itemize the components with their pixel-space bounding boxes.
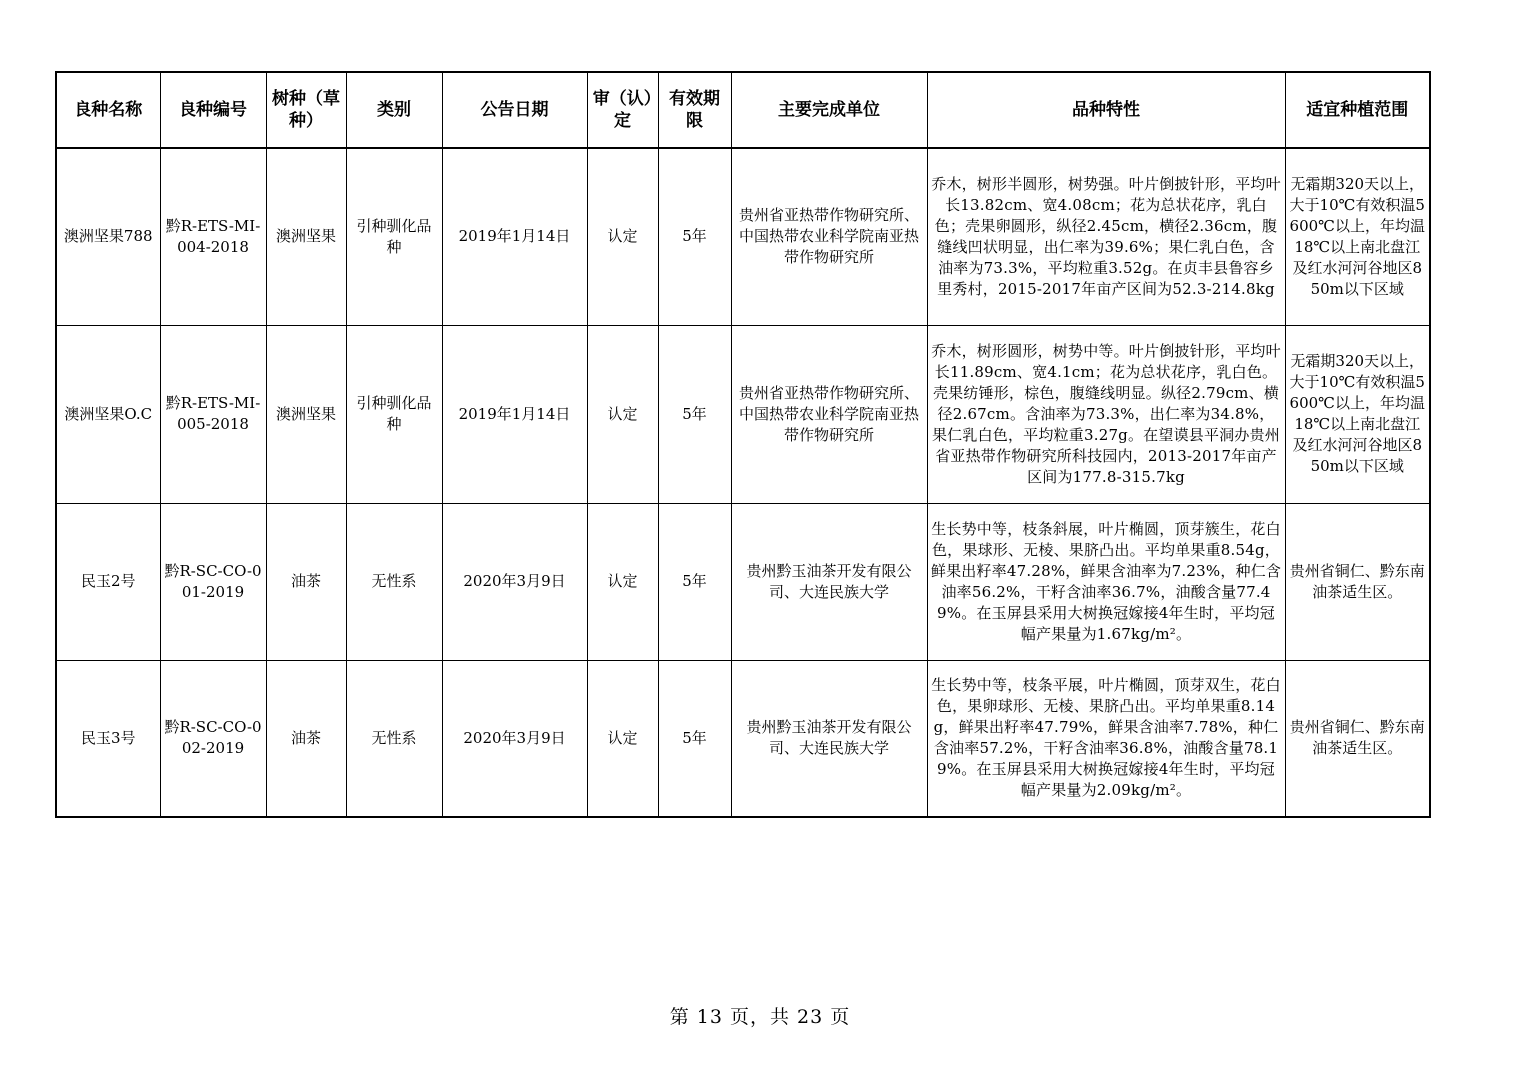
cell-range: 无霜期320天以上，大于10℃有效积温5600℃以上，年均温18℃以上南北盘江及红水河河谷地区850m以下区域 [1285, 148, 1430, 325]
cell-traits: 乔木，树形半圆形，树势强。叶片倒披针形，平均叶长13.82cm、宽4.08cm；花为总状花序，乳白色；壳果卵圆形，纵径2.45cm，横径2.36cm，腹缝线凹状明显，出仁率为39.6%；果仁乳白色，含油率为73.3%，平均粒重3.52g。在贞丰县鲁容乡里秀村，2015-2017年亩产区间为52.3-214.8kg [927, 148, 1285, 325]
cell-validity: 5年 [658, 503, 731, 660]
cell-species: 油茶 [266, 660, 346, 817]
cell-species: 澳洲坚果 [266, 325, 346, 503]
cell-category: 引种驯化品种 [346, 148, 442, 325]
page-number-footer: 第 13 页，共 23 页 [669, 1006, 851, 1028]
cell-code: 黔R-ETS-MI-005-2018 [160, 325, 266, 503]
table-row [56, 148, 1430, 325]
cell-date: 2020年3月9日 [442, 503, 587, 660]
cell-unit: 贵州黔玉油茶开发有限公司、大连民族大学 [731, 503, 927, 660]
cell-traits: 乔木，树形圆形，树势中等。叶片倒披针形，平均叶长11.89cm、宽4.1cm；花为总状花序，乳白色。壳果纺锤形，棕色，腹缝线明显。纵径2.79cm、横径2.67cm。含油率为73.3%，出仁率为34.8%，果仁乳白色，平均粒重3.27g。在望谟县平洞办贵州省亚热带作物研究所科技园内，2013-2017年亩产区间为177.8-315.7kg [927, 325, 1285, 503]
cell-species: 澳洲坚果 [266, 148, 346, 325]
cell-name: 民玉3号 [56, 660, 160, 817]
cell-validity: 5年 [658, 660, 731, 817]
cell-date: 2019年1月14日 [442, 148, 587, 325]
cell-unit: 贵州省亚热带作物研究所、中国热带农业科学院南亚热带作物研究所 [731, 325, 927, 503]
cell-unit: 贵州省亚热带作物研究所、中国热带农业科学院南亚热带作物研究所 [731, 148, 927, 325]
cell-validity: 5年 [658, 148, 731, 325]
cell-approval: 认定 [587, 325, 658, 503]
cell-species: 油茶 [266, 503, 346, 660]
header-range: 适宜种植范围 [1285, 72, 1430, 148]
cell-date: 2020年3月9日 [442, 660, 587, 817]
cell-approval: 认定 [587, 503, 658, 660]
header-approval: 审（认）定 [587, 72, 658, 148]
header-category: 类别 [346, 72, 442, 148]
cell-name: 民玉2号 [56, 503, 160, 660]
cell-code: 黔R-SC-CO-001-2019 [160, 503, 266, 660]
table-header-row [56, 72, 1430, 148]
cell-validity: 5年 [658, 325, 731, 503]
cell-category: 引种驯化品种 [346, 325, 442, 503]
cell-date: 2019年1月14日 [442, 325, 587, 503]
cell-name: 澳洲坚果O.C [56, 325, 160, 503]
cell-range: 贵州省铜仁、黔东南油茶适生区。 [1285, 503, 1430, 660]
table-row [56, 503, 1430, 660]
variety-table [55, 71, 1431, 818]
cell-category: 无性系 [346, 503, 442, 660]
cell-code: 黔R-SC-CO-002-2019 [160, 660, 266, 817]
cell-unit: 贵州黔玉油茶开发有限公司、大连民族大学 [731, 660, 927, 817]
cell-approval: 认定 [587, 148, 658, 325]
header-code: 良种编号 [160, 72, 266, 148]
header-validity: 有效期限 [658, 72, 731, 148]
cell-traits: 生长势中等，枝条平展，叶片椭圆，顶芽双生，花白色，果卵球形、无棱、果脐凸出。平均单果重8.14g，鲜果出籽率47.79%，鲜果含油率7.78%，种仁含油率57.2%，干籽含油率36.8%，油酸含量78.19%。在玉屏县采用大树换冠嫁接4年生时，平均冠幅产果量为2.09kg/m²。 [927, 660, 1285, 817]
cell-name: 澳洲坚果788 [56, 148, 160, 325]
cell-approval: 认定 [587, 660, 658, 817]
header-unit: 主要完成单位 [731, 72, 927, 148]
header-traits: 品种特性 [927, 72, 1285, 148]
cell-traits: 生长势中等，枝条斜展，叶片椭圆，顶芽簇生，花白色，果球形、无棱、果脐凸出。平均单果重8.54g，鲜果出籽率47.28%，鲜果含油率为7.23%，种仁含油率56.2%，干籽含油率36.7%，油酸含量77.49%。在玉屏县采用大树换冠嫁接4年生时，平均冠幅产果量为1.67kg/m²。 [927, 503, 1285, 660]
cell-range: 无霜期320天以上，大于10℃有效积温5600℃以上，年均温18℃以上南北盘江及红水河河谷地区850m以下区域 [1285, 325, 1430, 503]
cell-code: 黔R-ETS-MI-004-2018 [160, 148, 266, 325]
header-name: 良种名称 [56, 72, 160, 148]
header-date: 公告日期 [442, 72, 587, 148]
table-row [56, 325, 1430, 503]
table-row [56, 660, 1430, 817]
cell-range: 贵州省铜仁、黔东南油茶适生区。 [1285, 660, 1430, 817]
header-species: 树种（草种） [266, 72, 346, 148]
cell-category: 无性系 [346, 660, 442, 817]
